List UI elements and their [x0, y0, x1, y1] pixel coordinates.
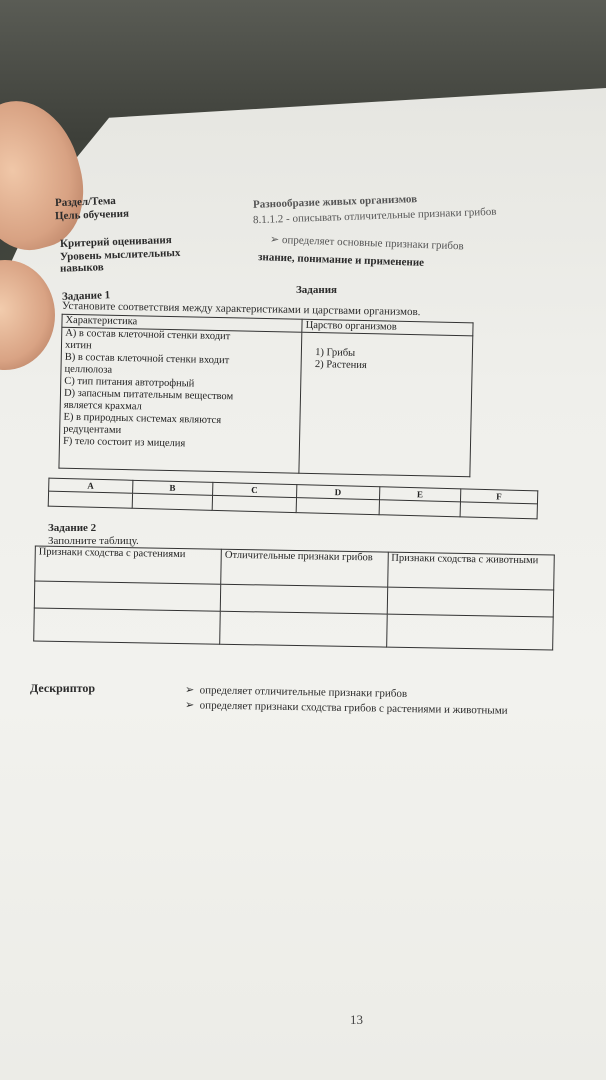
answer-cell[interactable] — [212, 495, 296, 512]
characteristic-line: Е) в природных системах являются — [63, 411, 222, 427]
characteristic-line: редуцентами — [63, 423, 122, 436]
task2-cell[interactable] — [220, 611, 387, 647]
characteristic-line: F) тело состоит из мицелия — [62, 435, 186, 450]
descriptor-item: ➢ определяет отличительные признаки грибов — [184, 684, 408, 700]
tasks-title: Задания — [296, 284, 337, 296]
task1-table — [58, 314, 473, 478]
task2-col-distinctive: Отличительные признаки грибов — [221, 549, 388, 587]
task2-cell[interactable] — [34, 581, 221, 611]
goal-label: Цель обучения — [54, 207, 130, 223]
task1-title: Задание 1 — [61, 289, 111, 303]
task1-instruction: Установите соответствия между характеристиками и царствами организмов. — [61, 299, 421, 319]
criterion-value: ➢ определяет основные признаки грибов — [269, 233, 464, 253]
kingdom-item: 1) Грибы — [315, 347, 356, 359]
answer-cell[interactable] — [296, 498, 380, 515]
section-value: Разнообразие живых организмов — [252, 193, 418, 211]
answer-header-c: C — [213, 482, 297, 497]
answer-header-f: F — [460, 489, 538, 504]
answer-cell[interactable] — [132, 493, 213, 510]
task2-col-similar-animals: Признаки сходства с животными — [387, 552, 554, 590]
criterion-label: Критерий оценивания — [59, 234, 172, 250]
kingdoms-cell — [299, 332, 473, 477]
answer-header-b: B — [132, 480, 213, 495]
section-label: Раздел/Тема — [54, 194, 117, 210]
answer-cell[interactable] — [460, 502, 538, 519]
task2-title: Задание 2 — [48, 522, 97, 534]
characteristic-line: С) тип питания автотрофный — [64, 375, 195, 390]
answer-header-e: E — [380, 487, 461, 502]
descriptor-label: Дескриптор — [30, 681, 96, 695]
characteristic-line: В) в состав клеточной стенки входит — [64, 351, 230, 367]
task2-instruction: Заполните таблицу. — [48, 535, 139, 547]
characteristic-line: А) в состав клеточной стенки входит — [65, 327, 231, 343]
descriptor-item-text: определяет признаки сходства грибов с растениями и животными — [199, 699, 508, 717]
characteristic-line: является крахмал — [63, 399, 142, 413]
col-characteristic-header: Характеристика — [62, 314, 302, 332]
task2-table — [33, 545, 555, 650]
task2-cell[interactable] — [34, 608, 221, 644]
task2-cell[interactable] — [220, 584, 387, 614]
characteristic-line: целлюлоза — [64, 363, 113, 376]
answer-cell[interactable] — [379, 500, 460, 517]
answer-header-a: A — [49, 478, 133, 493]
task1-answer-table — [48, 478, 539, 520]
task2-cell[interactable] — [387, 587, 554, 617]
kingdom-item: 2) Растения — [314, 359, 367, 372]
goal-value: 8.1.1.2 - описывать отличительные признаки грибов — [252, 205, 497, 227]
descriptor-item: ➢ определяет признаки сходства грибов с растениями и животными — [184, 699, 508, 717]
task2-cell[interactable] — [386, 614, 553, 650]
characteristics-cell — [59, 327, 302, 473]
criterion-value-text: определяет основные признаки грибов — [281, 234, 464, 253]
descriptor-item-text: определяет отличительные признаки грибов — [199, 684, 408, 700]
task2-col-similar-plants: Признаки сходства с растениями — [35, 546, 222, 584]
level-label-2: навыков — [59, 261, 104, 275]
answer-header-d: D — [296, 485, 380, 500]
page-number: 13 — [350, 1012, 363, 1027]
characteristic-line: D) запасным питательным веществом — [63, 387, 234, 403]
col-kingdom-header: Царство организмов — [302, 319, 473, 336]
level-value: знание, понимание и применение — [257, 251, 425, 269]
characteristic-line: хитин — [64, 339, 92, 352]
level-label-1: Уровень мыслительных — [59, 246, 181, 264]
answer-cell[interactable] — [48, 491, 132, 508]
